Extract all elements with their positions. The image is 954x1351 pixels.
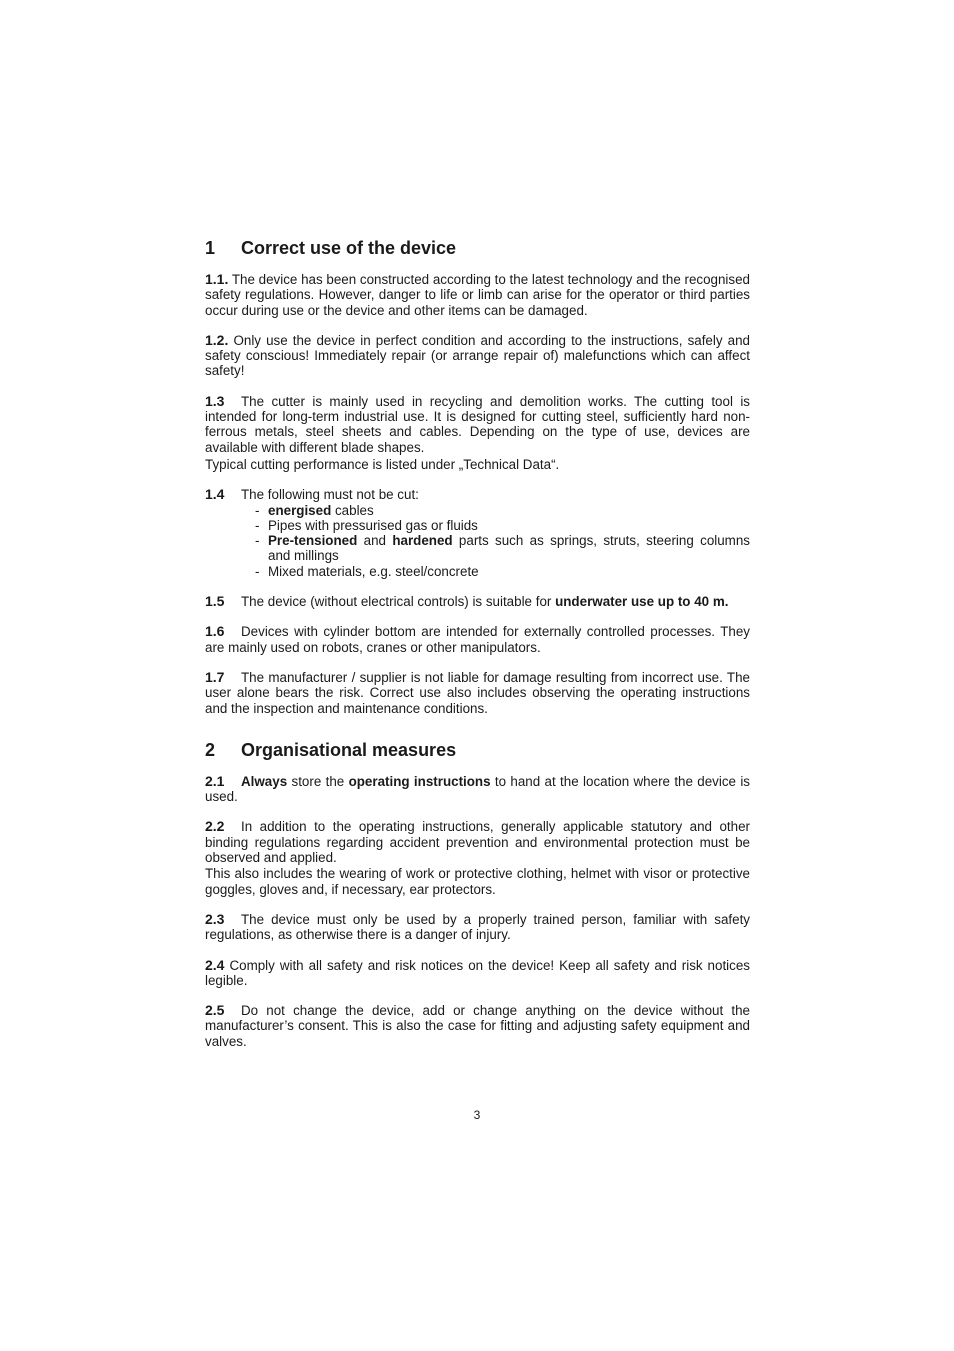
paragraph-1-7 (205, 670, 750, 716)
paragraph-number: 1.7 (205, 668, 225, 685)
paragraph-text: The device (without electrical controls) is suitable for (241, 594, 556, 610)
paragraph-number: 2.2 (205, 818, 225, 835)
paragraph-number: 2.1 (205, 772, 225, 789)
bold-term: hardened (392, 533, 453, 549)
paragraph-2-5 (205, 1003, 750, 1049)
paragraph-number: 1.1. (205, 271, 229, 287)
paragraph-text: Only use the device in perfect condition and according to the instructions, safely and safety conscious! Immediately repair (or arrange repair of) malefunctions which can affect safety! (205, 332, 750, 379)
paragraph-text: Comply with all safety and risk notices on the device! Keep all safety and risk notices legible. (205, 957, 750, 988)
paragraph-number: 2.4 (205, 956, 225, 973)
list-text: Mixed materials, e.g. steel/concrete (268, 563, 479, 579)
page-number: 3 (473, 1108, 481, 1122)
paragraph-text: store the (287, 773, 349, 789)
paragraph-1-2 (205, 333, 750, 379)
paragraph-text: The cutter is mainly used in recycling and demolition works. The cutting tool is intended for long-term industrial use. It is designed for cutting steel, sufficiently hard non-ferrous metals, steel sheets and cables. Depending on the type of use, devices are available with different blade shapes. (205, 393, 750, 455)
paragraph-number: 1.5 (205, 593, 225, 610)
paragraph-number: 1.2. (205, 331, 229, 348)
paragraph-number: 2.5 (205, 1002, 225, 1019)
list-text: Pipes with pressurised gas or fluids (268, 517, 478, 533)
list-item (254, 503, 750, 518)
section-number: 1 (205, 238, 216, 258)
paragraph-text: The device has been constructed according to the latest technology and the recognised safety regulations. However, danger to life or limb can arise for the operator or third parties occur during use or the device and other items can be damaged. (205, 272, 750, 318)
paragraph-text: to hand at the location where the device is used. (205, 773, 751, 805)
paragraph-2-1 (205, 774, 750, 805)
paragraph-number: 2.3 (205, 910, 225, 927)
paragraph-2-2-extra: This also includes the wearing of work or protective clothing, helmet with visor or protective goggles, gloves and, if necessary, ear protectors. (205, 866, 750, 897)
bold-term: energised (268, 502, 332, 518)
paragraph-1-4 (205, 487, 750, 502)
paragraph-number: 1.4 (205, 486, 225, 503)
paragraph-text: The device must only be used by a properly trained person, familiar with safety regulations, as otherwise there is a danger of injury. (205, 911, 750, 943)
paragraph-text: Do not change the device, add or change anything on the device without the manufacturer’s consent. This is also the case for fitting and adjusting safety equipment and valves. (205, 1003, 750, 1049)
list-item (254, 564, 750, 579)
paragraph-1-3 (205, 394, 750, 455)
bold-term: Always (241, 773, 288, 789)
paragraph-text: In addition to the operating instructions, generally applicable statutory and other binding regulations regarding accident prevention and environmental protection must be observed and applied. (205, 819, 750, 866)
forbidden-items-list (254, 503, 750, 579)
bold-term: Pre-tensioned (268, 533, 358, 549)
bold-term: underwater use up to 40 m. (555, 594, 729, 610)
paragraph-text: The manufacturer / supplier is not liable for damage resulting from incorrect use. The user alone bears the risk. Correct use also includes observing the operating instructions and the inspection and maintenance conditions. (205, 669, 750, 716)
section-1-heading (205, 236, 750, 260)
paragraph-1-1 (205, 272, 750, 318)
list-item (254, 518, 750, 533)
paragraph-text: The following must not be cut: (241, 487, 419, 503)
document-page (205, 236, 750, 1049)
paragraph-1-6 (205, 624, 750, 655)
paragraph-text: Devices with cylinder bottom are intended for externally controlled processes. They are mainly used on robots, cranes or other manipulators. (205, 624, 750, 655)
paragraph-2-3 (205, 912, 750, 943)
list-text: parts such as springs, struts, steering columns and millings (268, 533, 750, 564)
paragraph-1-5 (205, 594, 750, 609)
paragraph-number: 1.6 (205, 623, 225, 640)
paragraph-2-2 (205, 819, 750, 865)
list-text: and (357, 533, 393, 549)
section-number: 2 (205, 739, 216, 760)
list-item (254, 533, 750, 564)
section-title: Organisational measures (241, 739, 457, 760)
list-text: cables (331, 502, 374, 518)
bold-term: operating instructions (348, 773, 491, 789)
section-title: Correct use of the device (241, 238, 457, 258)
section-2-heading (205, 738, 750, 762)
paragraph-2-4 (205, 958, 750, 989)
paragraph-1-3-extra: Typical cutting performance is listed under „Technical Data“. (205, 456, 560, 472)
paragraph-number: 1.3 (205, 392, 225, 409)
